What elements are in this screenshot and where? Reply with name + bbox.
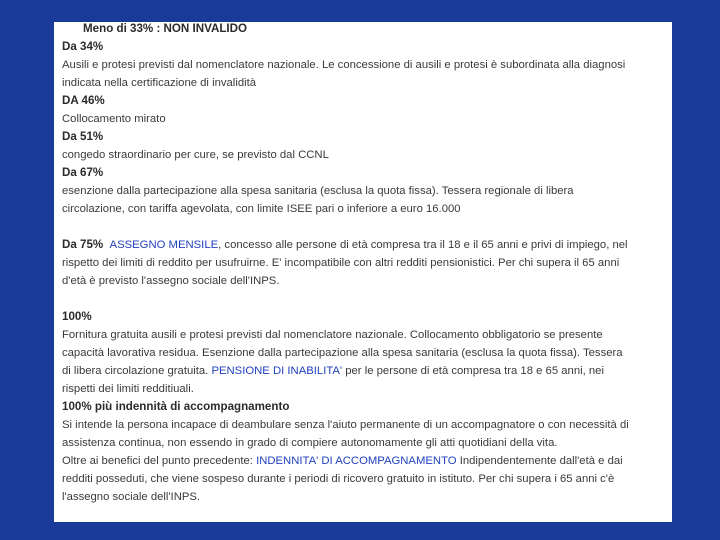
heading-67: Da 67% (62, 166, 104, 179)
spacer (62, 218, 668, 236)
heading-51: Da 51% (62, 130, 104, 143)
assegno-mensile-link: ASSEGNO MENSILE (109, 239, 219, 251)
text-100-line1: Fornitura gratuita ausili e protesi previsti dal nomenclatore nazionale. Collocamento obbligatorio se presente (62, 329, 603, 341)
heading-100-accompagnamento: 100% più indennità di accompagnamento (62, 400, 290, 413)
text-acc-line5: l'assegno sociale dell'INPS. (62, 491, 201, 503)
text-acc-line3-pre: Oltre ai benefici del punto precedente: (62, 455, 257, 467)
text-acc-line3 (62, 452, 668, 470)
text-34-line2: indicata nella certificazione di invalidità (62, 77, 257, 89)
text-67-line1: esenzione dalla partecipazione alla spesa sanitaria (esclusa la quota fissa). Tessera regionale di libera (62, 185, 574, 197)
text-34-line1: Ausili e protesi previsti dal nomenclatore nazionale. Le concessione di ausili e protesi è subordinata alla diagnosi (62, 59, 626, 71)
text-acc-line1: Si intende la persona incapace di deambulare senza l'aiuto permanente di un accompagnatore o con necessità di (62, 419, 629, 431)
heading-100: 100% (62, 310, 92, 323)
heading-non-invalido: Meno di 33% : NON INVALIDO (83, 22, 248, 35)
heading-34: Da 34% (62, 40, 104, 53)
document-text (62, 22, 668, 506)
text-acc-line2: assistenza continua, non essendo in grado di compiere autonomamente gli atti quotidiani della vita. (62, 437, 558, 449)
text-75-line3: d'età è previsto l'assegno sociale dell'INPS. (62, 275, 280, 287)
pensione-inabilita-link: PENSIONE DI INABILITA' (211, 365, 343, 377)
text-75-line1-rest: , concesso alle persone di età compresa tra il 18 e il 65 anni e privi di impiego, nel (218, 239, 628, 251)
heading-75: Da 75% (62, 238, 104, 251)
indennita-accompagnamento-link: INDENNITA' DI ACCOMPAGNAMENTO (256, 455, 457, 467)
text-67-line2: circolazione, con tariffa agevolata, con limite ISEE pari o inferiore a euro 16.000 (62, 203, 461, 215)
text-75-line2: rispetto dei limiti di reddito per usufruirne. E' incompatibile con altri redditi pensionistici. Per chi supera il 65 anni (62, 257, 620, 269)
text-acc-line3-post: Indipendentemente dall'età e dai (456, 455, 623, 467)
spacer (62, 290, 668, 308)
text-46-line1: Collocamento mirato (62, 113, 166, 125)
text-100-line3-pre: di libera circolazione gratuita. (62, 365, 209, 377)
heading-46: DA 46% (62, 94, 105, 107)
text-100-line2: capacità lavorativa residua. Esenzione dalla partecipazione alla spesa sanitaria (esclusa la quota fissa). Tessera (62, 347, 623, 359)
text-100-line3 (62, 362, 668, 380)
text-75-line1 (62, 236, 668, 254)
document-panel (54, 22, 672, 522)
text-51-line1: congedo straordinario per cure, se previsto dal CCNL (62, 149, 329, 161)
text-100-line4: rispetti dei limiti redditiuali. (62, 383, 194, 395)
text-acc-line4: redditi posseduti, che viene sospeso durante i periodi di ricovero gratuito in istituto. Per chi supera i 65 anni c'è (62, 473, 615, 485)
text-100-line3-post: per le persone di età compresa tra 18 e 65 anni, nei (342, 365, 604, 377)
